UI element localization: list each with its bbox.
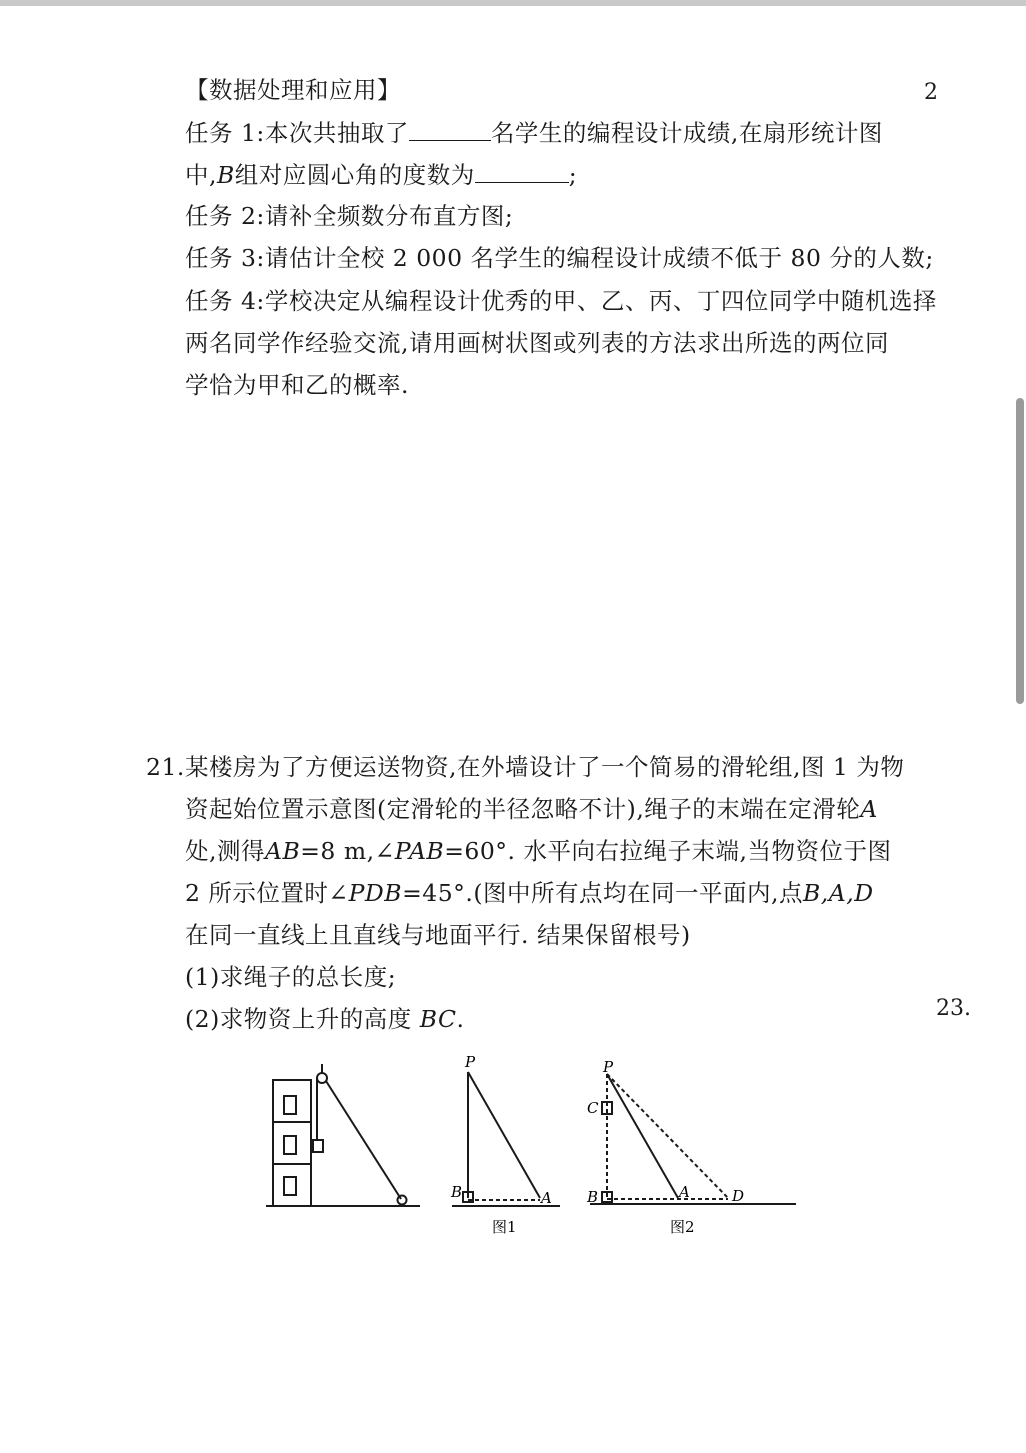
var-PDB: PDB (348, 879, 403, 907)
label-P: P (465, 1053, 476, 1071)
problem-line-2 (185, 793, 878, 825)
problem-line-5: 在同一直线上且直线与地面平行. 结果保留根号) (185, 921, 691, 949)
problem-text: (2)求物资上升的高度 (185, 1005, 412, 1033)
question-1: (1)求绳子的总长度; (185, 963, 397, 991)
problem-line-1: 某楼房为了方便运送物资,在外墙设计了一个简易的滑轮组,图 1 为物 (185, 753, 905, 781)
var-A: A (860, 795, 878, 823)
task-1-text-c: 中, (185, 161, 217, 189)
figure-1 (448, 1050, 564, 1240)
label-B: B (587, 1188, 599, 1206)
window-top-bar (0, 0, 1026, 6)
figure-1-caption: 图1 (492, 1218, 517, 1236)
answer-blank-angle[interactable] (475, 158, 569, 183)
margin-page-number: 2 (924, 80, 938, 105)
rope-diagonal (326, 1081, 401, 1199)
label-C: C (587, 1099, 599, 1117)
problem-text: 处,测得 (185, 837, 265, 865)
window (284, 1136, 296, 1154)
segment-PA (468, 1072, 540, 1198)
section-title: 【数据处理和应用】 (185, 76, 401, 104)
problem-text: 2 所示位置时∠ (185, 879, 349, 907)
var-AB: AB (264, 837, 301, 865)
label-A: A (679, 1183, 690, 1201)
label-A: A (541, 1189, 552, 1207)
var-B: B (216, 161, 235, 189)
ground-pulley-icon (398, 1196, 407, 1205)
var-BAD: B,A,D (803, 879, 874, 907)
problem-text: 资起始位置示意图(定滑轮的半径忽略不计),绳子的末端在定滑轮 (185, 795, 861, 823)
label-P: P (603, 1058, 614, 1076)
task-4-line-1: 任务 4:学校决定从编程设计优秀的甲、乙、丙、丁四位同学中随机选择 (185, 287, 937, 315)
task-4-line-2: 两名同学作经验交流,请用画树状图或列表的方法求出所选的两位同 (185, 329, 889, 357)
cargo-box (313, 1140, 323, 1152)
margin-question-number: 23. (936, 996, 971, 1021)
task-1-line-2 (185, 158, 577, 191)
task-2: 任务 2:请补全频数分布直方图; (185, 202, 514, 230)
building-outline (273, 1080, 311, 1206)
window (284, 1096, 296, 1114)
problem-text: =60°. 水平向右拉绳子末端,当物资位于图 (444, 837, 892, 865)
figure-2-caption: 图2 (670, 1218, 695, 1236)
task-1-text-d: 组对应圆心角的度数为 (234, 161, 475, 189)
answer-blank-students[interactable] (409, 116, 491, 141)
window (284, 1177, 296, 1195)
vertical-scrollbar[interactable] (1016, 398, 1024, 704)
task-1-text-a: 任务 1:本次共抽取了 (185, 119, 409, 147)
problem-line-4 (185, 877, 874, 909)
task-1-text-e: ; (568, 161, 578, 189)
question-2 (185, 1003, 464, 1035)
problem-text: =45°.(图中所有点均在同一平面内,点 (402, 879, 804, 907)
figure-2 (582, 1056, 802, 1240)
task-4-line-3: 学恰为甲和乙的概率. (185, 371, 409, 399)
label-B: B (451, 1183, 463, 1201)
task-1-line-1 (185, 116, 883, 149)
problem-number: 21. (146, 753, 185, 781)
label-D: D (732, 1187, 745, 1205)
problem-text: . (456, 1005, 465, 1033)
building-pulley-illustration (262, 1062, 427, 1212)
task-3: 任务 3:请估计全校 2 000 名学生的编程设计成绩不低于 80 分的人数; (185, 244, 934, 272)
var-PAB: PAB (394, 837, 445, 865)
problem-text: =8 m,∠ (300, 837, 395, 865)
problem-line-3 (185, 835, 891, 867)
var-BC: BC (419, 1005, 457, 1033)
task-1-text-b: 名学生的编程设计成绩,在扇形统计图 (490, 119, 883, 147)
